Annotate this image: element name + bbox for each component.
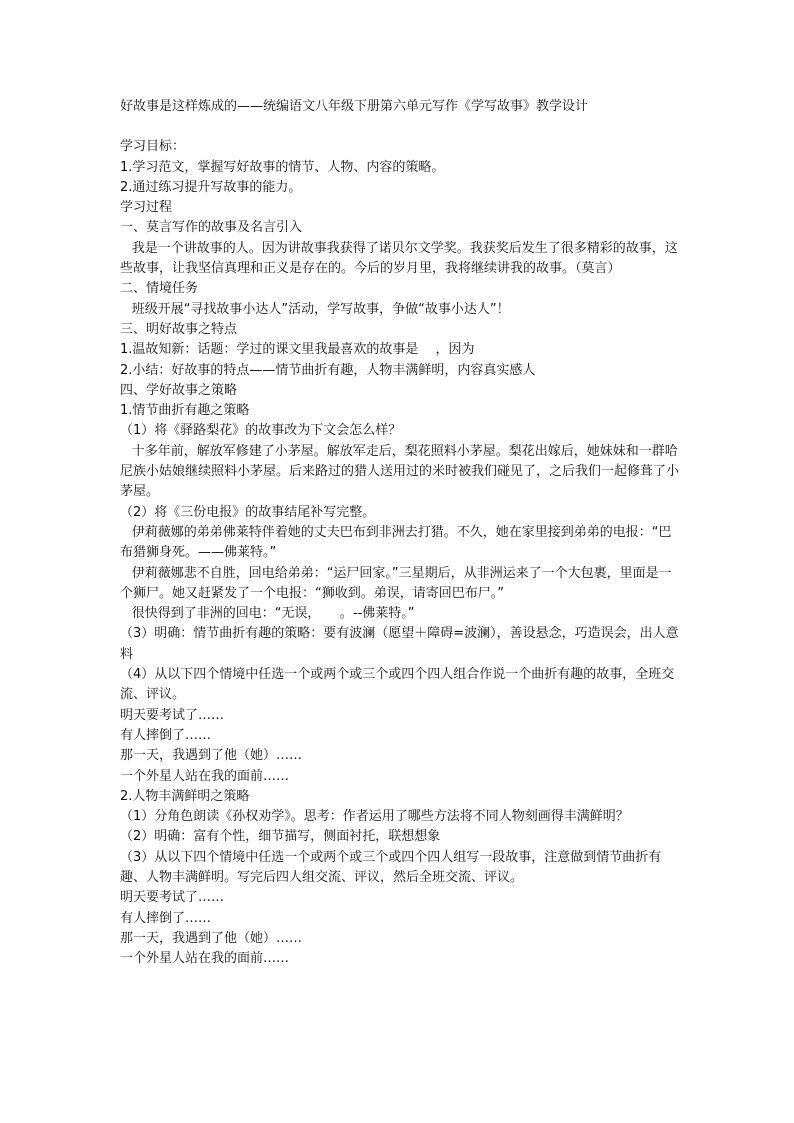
prompt-line: 那一天，我遇到了他（她）…… [120, 930, 303, 946]
document-title: 好故事是这样炼成的——统编语文八年级下册第六单元写作《学写故事》教学设计 [120, 99, 589, 114]
prompt-line: 明天要考试了…… [120, 707, 225, 723]
section-heading: 三、明好故事之特点 [120, 321, 238, 337]
text-line: （3）从以下四个情境中任选一个或两个或三个或四个四人组写一段故事，注意做到情节曲折有趣、人物丰满鲜明。写完后四人组交流、评议，然后全班交流、评议。 [120, 849, 662, 885]
story-paragraph: 伊莉薇娜的弟弟佛莱特伴着她的丈夫巴布到非洲去打猎。不久，她在家里接到弟弟的电报：“巴布猎狮身死。——佛莱特。” [120, 524, 672, 561]
prompt-line: 有人摔倒了…… [120, 910, 212, 926]
title-spacer [120, 117, 680, 137]
text-line: （4）从以下四个情境中任选一个或两个或三个或四个四人组合作说一个曲折有趣的故事，全班交流、评议。 [120, 667, 675, 703]
section-heading: 一、莫言写作的故事及名言引入 [120, 220, 303, 236]
section-heading: 四、学好故事之策略 [120, 382, 238, 398]
text-line: 2.小结：好故事的特点——情节曲折有趣，人物丰满鲜明，内容真实感人 [120, 362, 536, 378]
story-paragraph: 伊莉薇娜悲不自胜，回电给弟弟：“运尸回家。”三星期后，从非洲运来了一个大包裹，里面是一个狮尸。她又赶紧发了一个电报：“狮收到。弟误，请寄回巴布尸。” [120, 565, 672, 601]
prompt-line: 有人摔倒了…… [120, 727, 212, 743]
subsection-heading: 1.情节曲折有趣之策略 [120, 403, 250, 419]
story-paragraph: 十多年前，解放军修建了小茅屋。解放军走后，梨花照料小茅屋。梨花出嫁后，她妹妹和一群哈尼族小姑娘继续照料小茅屋。后来路过的猎人送用过的米时被我们碰见了，之后我们一起修葺了小茅屋。 [120, 443, 680, 500]
text-line: （2）将《三份电报》的故事结尾补写完整。 [120, 504, 376, 520]
text-line: （3）明确：情节曲折有趣的策略：要有波澜（愿望＋障碍=波澜），善设悬念，巧造误会，出人意料 [120, 626, 679, 662]
quote-paragraph: 我是一个讲故事的人。因为讲故事我获得了诺贝尔文学奖。我获奖后发生了很多精彩的故事，这些故事，让我坚信真理和正义是存在的。今后的岁月里，我将继续讲我的故事。（莫言） [120, 240, 678, 277]
subsection-heading: 2.人物丰满鲜明之策略 [120, 788, 250, 804]
story-paragraph: 很快得到了非洲的回电：“无误， 。--佛莱特。” [131, 606, 415, 622]
section-heading: 二、情境任务 [120, 281, 199, 297]
prompt-line: 明天要考试了…… [120, 890, 225, 906]
text-line: 学习目标： [120, 139, 186, 155]
text-line: （1）分角色朗读《孙权劝学》。思考：作者运用了哪些方法将不同人物刻画得丰满鲜明？ [120, 809, 629, 825]
text-line: （2）明确：富有个性，细节描写，侧面衬托，联想想象 [120, 829, 441, 845]
document-body [120, 97, 680, 969]
prompt-line: 那一天，我遇到了他（她）…… [120, 748, 303, 764]
text-line: 2.通过练习提升写故事的能力。 [120, 179, 302, 195]
text-line: 1.温故知新：话题：学过的课文里我最喜欢的故事是 ，因为 [120, 342, 475, 358]
prompt-line: 一个外星人站在我的面前…… [120, 768, 290, 784]
prompt-line: 一个外星人站在我的面前…… [120, 951, 290, 967]
section-heading: 学习过程 [120, 200, 173, 216]
text-line: 1.学习范文，掌握写好故事的情节、人物、内容的策略。 [120, 159, 445, 175]
text-line: （1）将《驿路梨花》的故事改为下文会怎么样？ [120, 423, 402, 439]
text-line: 班级开展“寻找故事小达人”活动，学写故事，争做“故事小达人”！ [131, 301, 510, 317]
